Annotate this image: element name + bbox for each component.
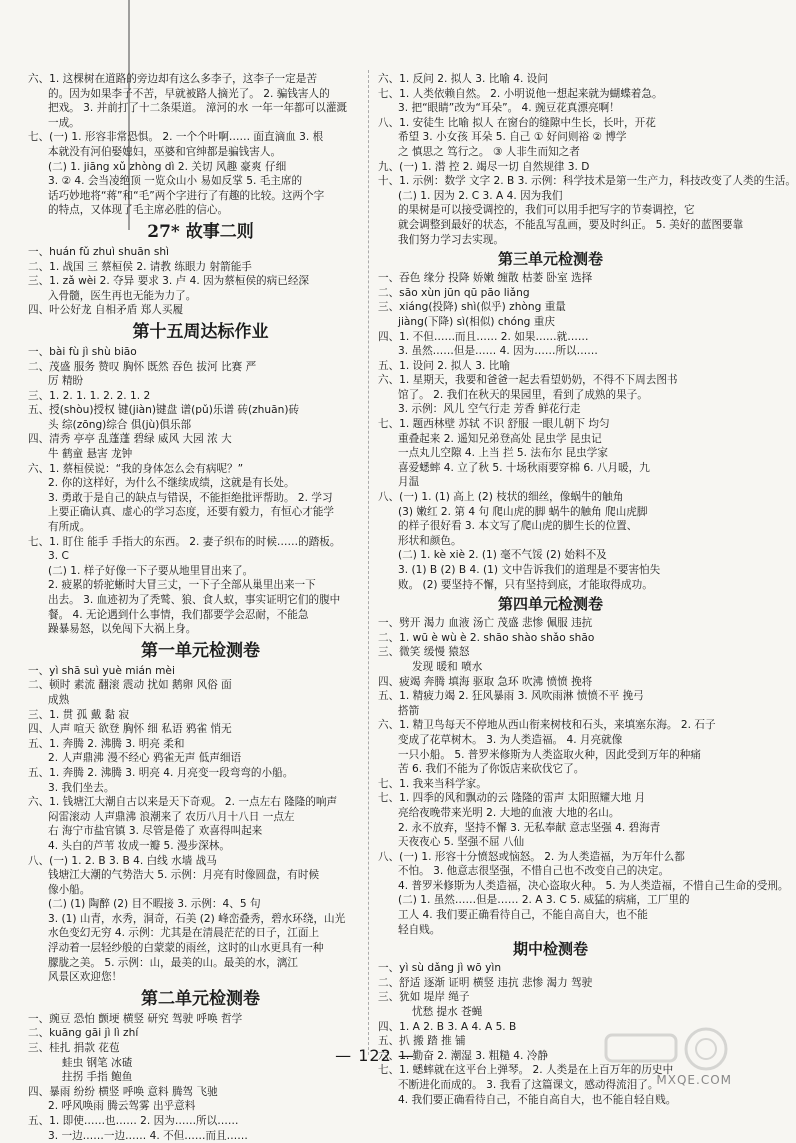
answer-line: 一、豌豆 恐怕 颤埂 横竖 研究 驾驶 呼唤 哲学 — [28, 1012, 243, 1025]
answer-line: 一点丸儿空隙 4. 上当 拦 5. 法布尔 昆虫学家 — [398, 447, 608, 460]
answer-line: 的。因为如果李子不苦，早就被路人摘光了。 2. 骗钱害人的 — [48, 87, 330, 100]
answer-line: 3. 一边……一边…… 4. 不但……而且…… — [48, 1129, 248, 1142]
answer-line: 五、1. 奔腾 2. 沸腾 3. 明亮 4. 月亮变一段弯弯的小船。 — [28, 766, 294, 779]
page-number: — 122 — — [335, 1046, 415, 1065]
answer-line: 成熟 — [48, 693, 70, 706]
answer-line: 月温 — [398, 476, 420, 489]
answer-line: 的样子很好看 3. 本文写了爬山虎的脚生长的位置、 — [398, 520, 638, 533]
answer-line: 八、(一) 1. 形容十分愤怒或恼怒。 2. 为人类造福，为万年什么都 — [378, 850, 685, 863]
answer-line: 4. 我们要正确看待自己，不能自高自大，也不能自轻自贱。 — [398, 1093, 677, 1106]
answer-line: (二) 1. 因为 2. C 3. A 4. 因为我们 — [398, 189, 563, 202]
answer-line: 一、bài fù jì shù biāo — [28, 345, 137, 358]
answer-line: 2. 你的这样好，为什么不继续成绩，这就是有长处。 — [48, 477, 295, 490]
answer-line: 3. 勇敢于是自己的缺点与错误，不能拒绝批评帮助。 2. 学习 — [48, 491, 333, 504]
answer-line: 六、1. 钱塘江大潮自古以来是天下奇观。 2. 一点左右 隆隆的响声 — [28, 796, 338, 809]
answer-line: 二、茂盛 服务 赞叹 胸怀 既然 吞色 拔河 比赛 严 — [28, 360, 257, 373]
answer-line: 餐。 4. 无论遇到什么事情，我们都要学会忍耐，不能急 — [48, 608, 309, 621]
answer-line: 话巧妙地将“蒋”和“毛”两个字进行了有趣的比较。这两个字 — [48, 189, 325, 202]
answer-line: 希望 3. 小女孩 耳朵 5. 自己 ① 好问则裕 ② 博学 — [398, 131, 627, 144]
answer-line: 七、1. 我来当科学家。 — [378, 777, 487, 790]
answer-line: 2. 疲累的轿驼蜥时大冒三丈，一下子全部从巢里出来一下 — [48, 579, 316, 592]
answer-line: 四、清秀 亭亭 乱蓬蓬 碧绿 威风 大园 浓 大 — [28, 433, 232, 446]
answer-line: 三、1. 贯 孤 戴 黏 寂 — [28, 708, 130, 721]
answer-line: (二) 1. 虽然……但是…… 2. A 3. C 5. 威猛的病痛，工厂里的 — [398, 894, 690, 907]
answer-line: 亮给夜晚带来光明 2. 大地的血液 大地的名山。 — [398, 806, 620, 819]
answer-line: 形状和颜色。 — [398, 534, 462, 547]
answer-line: 一、yì shā suì yuè mián mèi — [28, 664, 175, 677]
answer-line: 我们努力学习去实现。 — [398, 233, 504, 246]
answer-line: 四、暴雨 纷纷 横竖 呼唤 意料 腾驾 飞驰 — [28, 1085, 218, 1098]
answer-line: 一成。 — [48, 116, 80, 129]
section-heading: 第二单元检测卷 — [141, 988, 260, 1009]
section-heading: 第三单元检测卷 — [497, 250, 603, 269]
answer-line: 二、kuāng gāi jì lì zhí — [28, 1027, 139, 1040]
answer-line: 天夜夜心 5. 坚强不屈 八仙 — [398, 836, 525, 849]
answer-line: 3. 把“眼睛”改为“耳朵”。 4. 豌豆花真漂亮啊！ — [398, 102, 620, 115]
answer-line: 躁暴易怒，以免闯下大祸上身。 — [48, 623, 197, 636]
section-heading: 第一单元检测卷 — [141, 640, 260, 661]
answer-line: 像小船。 — [48, 883, 91, 896]
answer-line: 三、1. zǎ wèi 2. 夺异 要求 3. 卢 4. 因为蔡桓侯的病已经深 — [28, 275, 310, 288]
answer-line: 重叠起来 2. 遥知兄弟登高处 昆虫学 昆虫记 — [398, 432, 602, 445]
answer-line: 浮动着一层轻纱般的白蒙蒙的雨丝，这时的山水更具有一种 — [48, 942, 324, 955]
answer-line: 七、(一) 1. 形容非常恐惧。 2. 一个个叶啊…… 面直滴血 3. 根 — [28, 131, 324, 144]
answer-line: (3) 嫩红 2. 第 4 句 爬山虎的脚 蜗牛的触角 爬山虎脚 — [398, 505, 648, 518]
answer-line: jiàng(下降) sì(相似) chóng 重庆 — [398, 315, 555, 328]
section-heading: 第四单元检测卷 — [497, 595, 603, 614]
answer-line: 五、授(shòu)授权 键(jiàn)键盘 谱(pǔ)乐谱 砖(zhuān)砖 — [28, 404, 300, 417]
answer-line: 九、(一) 1. 潜 控 2. 竭尽一切 自然规律 3. D — [378, 160, 590, 173]
answer-line: 拄拐 手指 鲍鱼 — [62, 1071, 133, 1084]
answer-line: 2. 永不放弃，坚持不懈 3. 无私奉献 意志坚强 4. 碧海青 — [398, 821, 661, 834]
answer-line: 头 综(zōng)综合 俱(jù)俱乐部 — [48, 418, 192, 431]
answer-line: 三、犹如 堤岸 绳子 — [378, 991, 470, 1004]
answer-line: (二) (1) 陶醉 (2) 目不暇接 3. 示例：4、5 句 — [48, 898, 261, 911]
answer-line: 忧愁 提水 苍蝇 — [412, 1006, 483, 1019]
answer-line: 五、扒 搬 踏 推 铺 — [378, 1035, 466, 1048]
answer-line: 朦胧之美。 5. 示例：山，最美的山。最美的水，漓江 — [48, 956, 298, 969]
right-column — [378, 72, 796, 1107]
answer-line: 2. 呼风唤雨 腾云驾雾 出乎意料 — [48, 1100, 196, 1113]
answer-line: 风景区欢迎您！ — [48, 971, 123, 984]
answer-line: 4. 头白的芦苇 妆成一瓣 5. 漫步深林。 — [48, 839, 230, 852]
answer-line: 轻自贱。 — [398, 923, 441, 936]
answer-line: 六、1. 反问 2. 拟人 3. 比喻 4. 设问 — [378, 73, 548, 85]
answer-line: 三、桂扎 捐款 花苞 — [28, 1042, 120, 1055]
answer-line: 六、1. 勤奋 2. 潮湿 3. 粗糙 4. 冷静 — [378, 1049, 548, 1062]
answer-line: 牛 鹤童 悬害 龙钟 — [48, 448, 133, 461]
answer-line: 3. C — [48, 550, 69, 563]
answer-line: 六、1. 这棵树在道路的旁边却有这么多李子，这李子一定是苦 — [28, 73, 317, 85]
answer-line: 四、1. 不但……而且…… 2. 如果……就…… — [378, 330, 589, 343]
answer-line: 七、1. 盯住 能手 手指大的东西。 2. 妻子织布的时候……的踏板。 — [28, 535, 341, 548]
answer-line: 败。 (2) 要坚持不懈，只有坚持到底，才能取得成功。 — [398, 578, 653, 591]
answer-line: 二、1. wū è wù è 2. shāo shào shǎo shāo — [378, 631, 595, 644]
answer-line: 3. (1) 山青，水秀，洞奇，石美 (2) 峰峦叠秀，碧水环绕，山光 — [48, 912, 346, 925]
answer-line: 3. 虽然……但是…… 4. 因为……所以…… — [398, 345, 598, 358]
answer-line: 不断进化而成的。 3. 我看了这篇课文，感动得流泪了。 — [398, 1079, 659, 1091]
answer-line: 六、1. 蔡桓侯说：“我的身体怎么会有病呢？” — [28, 462, 244, 475]
answer-line: 一、yì sù dǎng jì wō yìn — [378, 962, 502, 975]
section-heading: 27* 故事二则 — [147, 221, 254, 242]
answer-line: 三、xiáng(投降) shì(似乎) zhòng 重量 — [378, 301, 566, 314]
answer-line: 四、叶公好龙 自相矛盾 郑人买履 — [28, 304, 184, 317]
answer-line: 五、1. 奔腾 2. 沸腾 3. 明亮 柔和 — [28, 737, 185, 750]
answer-line: 的特点，又体现了毛主席必胜的信心。 — [48, 204, 229, 217]
answer-line: 蛙虫 钢笔 冰碴 — [62, 1056, 133, 1069]
answer-line: 不怕。 3. 他意志很坚强，不惜自己也不改变自己的决定。 — [398, 865, 670, 878]
answer-line: 四、1. A 2. B 3. A 4. A 5. B — [378, 1020, 517, 1033]
answer-line: 三、微笑 缓慢 猿怒 — [378, 646, 470, 659]
answer-line: 有所成。 — [48, 521, 91, 534]
answer-line: 一只小船。 5. 普罗米修斯为人类盗取火种，因此受到万年的种痛 — [398, 748, 701, 761]
answer-line: 入骨髓，医生再也无能为力了。 — [48, 289, 197, 302]
answer-line: 工人 4. 我们要正确看待自己，不能自高自大，也不能 — [398, 909, 648, 922]
answer-line: 变成了花草树木。 3. 为人类造福。 4. 月亮就像 — [398, 733, 623, 746]
answer-line: 二、sāo xùn jūn qū pāo liǎng — [378, 286, 530, 299]
answer-line: 本就没有河伯娶媳妇，巫婆和官绅都是骗钱害人。 — [48, 145, 282, 158]
answer-line: 3. 示例：风儿 空气行走 芳香 鲜花行走 — [398, 403, 581, 416]
answer-line: 一、huán fǔ zhuì shuān shì — [28, 245, 169, 258]
answer-line: 一、吞色 缘分 投降 娇嫩 缠散 枯萎 卧室 选择 — [378, 272, 593, 285]
section-heading: 期中检测卷 — [512, 940, 588, 959]
answer-line: 六、1. 星期天，我要和爸爸一起去看望奶奶，不得不下周去图书 — [378, 374, 678, 387]
answer-line: 四、疲竭 奔腾 填海 驱取 急环 吹沸 愤愤 挽将 — [378, 675, 593, 688]
watermark-text: MXQE.COM — [656, 1073, 732, 1087]
answer-line: 馆了。 2. 我们在秋天的果园里，看到了成熟的果子。 — [398, 388, 648, 401]
answer-line: 钱塘江大潮的气势浩大 5. 示例：月亮有时像圆盘，有时候 — [48, 869, 320, 882]
answer-line: 搭箭 — [398, 704, 420, 717]
answer-line: 厉 精盼 — [48, 375, 84, 388]
answer-line: 七、1. 人类依赖自然。 2. 小明说他一想起来就为蝴蝶着急。 — [378, 87, 663, 100]
answer-line: 水色变幻无穷 4. 示例：尤其是在清晨茫茫的日子，江面上 — [48, 927, 320, 940]
answer-line: 五、1. 精疲力竭 2. 狂风暴雨 3. 风吹雨淋 愤愤不平 挽弓 — [378, 690, 644, 703]
answer-line: 八、(一) 1. 2. B 3. B 4. 白线 水墙 战马 — [28, 854, 217, 867]
answer-line: (二) 1. kè xiè 2. (1) 毫不气馁 (2) 始料不及 — [398, 549, 607, 562]
answer-line: 五、1. 设问 2. 拟人 3. 比喻 — [378, 359, 510, 372]
answer-line: 二、舒适 逐渐 证明 横竖 违抗 悲惨 渴力 驾驶 — [378, 976, 593, 989]
answer-line: 一、劈开 渴力 血液 汤亡 茂盛 悲惨 佩服 违抗 — [378, 617, 593, 630]
answer-line: 喜爱蟋蟀 4. 立了秋 5. 十场秋雨要穿棉 6. 八月暖，九 — [398, 461, 650, 474]
answer-line: 十、1. 示例：数学 文字 2. B 3. 示例：科学技术是第一生产力，科技改变了人类的生活。 — [378, 175, 796, 188]
answer-line: 把戏。 3. 并前打了十二条渠道。 漳河的水 一年一年都可以灌溉 — [48, 102, 348, 115]
answer-line: 之 慎思之 笃行之。 ③ 人非生而知之者 — [398, 145, 580, 158]
left-column — [28, 72, 373, 1143]
answer-line: 二、1. 战国 三 蔡桓侯 2. 请教 练眼力 射箭能手 — [28, 260, 252, 273]
answer-line: 3. (1) B (2) B 4. (1) 文中告诉我们的道理是不要害怕失 — [398, 564, 661, 576]
answer-line: 的果树是可以接受调控的，我们可以用手把写字的节奏调控，它 — [398, 204, 695, 217]
answer-line: 三、1. 2. 1. 1. 2. 2. 1. 2 — [28, 389, 151, 402]
answer-line: 二、顿时 素流 翻滚 震动 扰如 鹅卵 风俗 面 — [28, 679, 232, 692]
answer-line: 四、人声 喧天 欲登 胸怀 细 私语 鸦雀 悄无 — [28, 723, 232, 736]
answer-line: 六、1. 精卫鸟每天不停地从西山衔来树枝和石头，来填塞东海。 2. 石子 — [378, 719, 716, 732]
answer-line: 出去。 3. 血迹初为了秃鹫、狼、食人蚁，事实证明它们的腹中 — [48, 594, 341, 606]
answer-line: 闷雷滚动 人声鼎沸 浪潮来了 农历八月十八日 一点左 — [48, 810, 295, 823]
answer-line: 右 海宁市盐官镇 3. 尽管是倦了 欢喜得叫起来 — [48, 825, 263, 838]
section-heading: 第十五周达标作业 — [132, 321, 269, 342]
answer-line: 苦 6. 我们不能为了你饭店来砍伐它了。 — [398, 763, 585, 776]
answer-line: 上要正确认真、虚心的学习态度，还要有毅力，有恒心才能学 — [48, 506, 335, 519]
answer-line: 五、1. 即使……也…… 2. 因为……所以…… — [28, 1115, 239, 1127]
answer-line: 发现 暖和 喷水 — [412, 660, 483, 673]
answer-line: (二) 1. 样子好像一下子要从地里冒出来了。 — [48, 564, 254, 577]
answer-line: 八、1. 安徒生 比喻 拟人 在窗台的缝隙中生长，长叶，开花 — [378, 116, 656, 129]
answer-line: 就会调整到最好的状态，不能乱写乱画，要及时纠正。 5. 美好的蓝图要靠 — [398, 218, 744, 231]
answer-line: 七、1. 蟋蟀就在这平台上弹琴。 2. 人类是在上百万年的历史中 — [378, 1064, 674, 1077]
answer-line: 2. 人声鼎沸 漫不经心 鸦雀无声 低声细语 — [48, 752, 242, 765]
answer-line: 4. 普罗米修斯为人类造福，决心盗取火种。 5. 为人类造福，不惜自己生命的受刑。 — [398, 879, 789, 892]
answer-line: 七、1. 四季的风和飘动的云 隆隆的雷声 太阳照耀大地 月 — [378, 792, 646, 805]
answer-line: (二) 1. jiāng xǔ zhòng dì 2. 关切 风趣 豪爽 仔细 — [48, 160, 287, 173]
answer-line: 3. ② 4. 会当凌绝顶 一览众山小 易如反掌 5. 毛主席的 — [48, 175, 303, 188]
answer-line: 八、(一) 1. (1) 高上 (2) 枝状的细丝，像蜗牛的触角 — [378, 491, 624, 504]
answer-line: 七、1. 题西林壁 苏轼 不识 舒服 一眼儿朝下 均匀 — [378, 418, 610, 431]
answer-line: 3. 我们坐去。 — [48, 781, 115, 794]
